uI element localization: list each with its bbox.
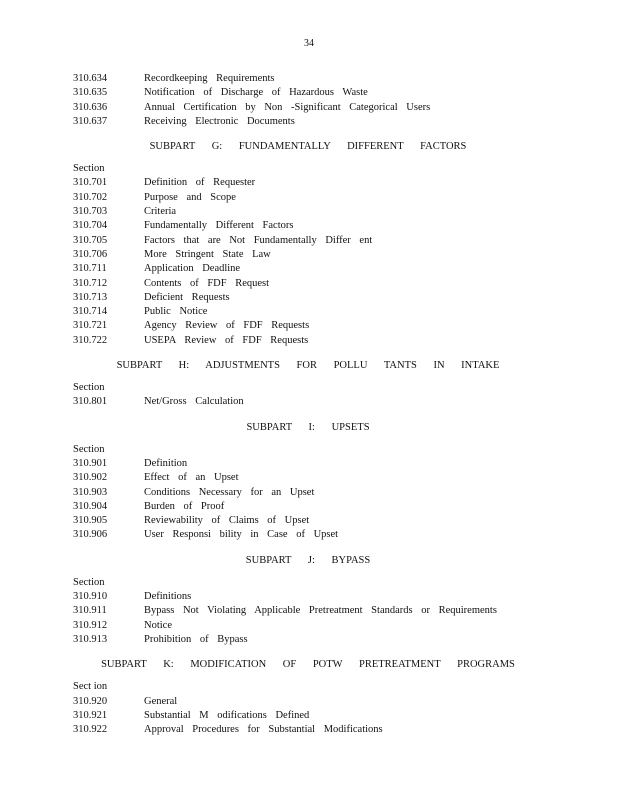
section-number: 310.701 — [73, 177, 108, 189]
section-label: Section — [73, 576, 105, 588]
toc-entry — [73, 471, 553, 485]
toc-entry — [73, 457, 553, 471]
section-number: 310.801 — [73, 396, 108, 408]
toc-entry — [73, 72, 553, 86]
section-title: More Stringent State Law — [144, 248, 271, 260]
section-number: 310.704 — [73, 220, 108, 232]
toc-entry — [73, 709, 553, 723]
section-number: 310.635 — [73, 87, 108, 99]
toc-entry — [73, 191, 553, 205]
toc-entry — [73, 277, 553, 291]
section-number: 310.711 — [73, 263, 107, 275]
section-number: 310.911 — [73, 605, 107, 617]
section-number: 310.901 — [73, 457, 108, 469]
section-title: Reviewability of Claims of Upset — [144, 515, 310, 527]
section-number: 310.706 — [73, 248, 108, 260]
toc-entry — [73, 291, 553, 305]
section-title: Factors that are Not Fundamentally Differ ent — [144, 234, 373, 246]
section-title: Contents of FDF Request — [144, 277, 270, 289]
section-number: 310.921 — [73, 709, 108, 721]
toc-entry — [73, 305, 553, 319]
section-number: 310.634 — [73, 73, 108, 84]
section-number: 310.913 — [73, 633, 108, 645]
section-number: 310.705 — [73, 234, 108, 246]
section-number: 310.714 — [73, 306, 108, 318]
section-number: 310.702 — [73, 191, 108, 203]
section-label: Sect ion — [73, 681, 108, 693]
subpart-heading: SUBPART G: FUNDAMENTALLY DIFFERENT FACTORS — [149, 141, 467, 153]
subpart-group — [73, 552, 553, 647]
toc-entry — [73, 205, 553, 219]
section-title: Purpose and Scope — [144, 191, 236, 203]
subpart-group — [73, 138, 553, 348]
toc-entry — [73, 334, 553, 348]
section-label: Section — [73, 163, 105, 175]
section-title: Fundamentally Different Factors — [144, 220, 294, 232]
toc-entry — [73, 115, 553, 129]
section-title: Notification of Discharge of Hazardous Waste — [144, 87, 368, 99]
section-label: Section — [73, 382, 105, 394]
section-number: 310.904 — [73, 500, 108, 512]
table-of-contents — [73, 72, 553, 737]
section-number: 310.902 — [73, 472, 108, 484]
subpart-heading: SUBPART I: UPSETS — [246, 421, 370, 433]
toc-entry — [73, 248, 553, 262]
toc-entry — [73, 176, 553, 190]
section-number: 310.722 — [73, 334, 108, 346]
section-title: Substantial M odifications Defined — [144, 709, 310, 721]
subpart-heading: SUBPART K: MODIFICATION OF POTW PRETREATMENT PROGRAMS — [101, 659, 515, 671]
toc-entry — [73, 633, 553, 647]
section-number: 310.912 — [73, 619, 108, 631]
toc-entry — [73, 234, 553, 248]
section-title: Bypass Not Violating Applicable Pretreatment Standards or Requirements — [144, 605, 497, 617]
subpart-group — [73, 656, 553, 737]
section-number: 310.905 — [73, 515, 108, 527]
toc-entry — [73, 395, 553, 409]
toc-entry — [73, 486, 553, 500]
section-number: 310.920 — [73, 695, 108, 707]
section-title: Public Notice — [144, 306, 208, 318]
page-number: 34 — [304, 37, 314, 49]
subpart-heading: SUBPART H: ADJUSTMENTS FOR POLLU TANTS IN INTAKE — [116, 360, 500, 372]
section-number: 310.906 — [73, 529, 108, 541]
section-label: Section — [73, 443, 105, 455]
toc-entry — [73, 262, 553, 276]
section-title: Definition of Requester — [144, 177, 256, 189]
section-title: Agency Review of FDF Requests — [144, 320, 310, 332]
subpart-group — [73, 72, 553, 129]
section-title: Application Deadline — [144, 263, 241, 275]
section-title: Effect of an Upset — [144, 472, 239, 484]
section-title: Deficient Requests — [144, 291, 230, 303]
section-number: 310.637 — [73, 115, 108, 127]
toc-entry — [73, 101, 553, 115]
section-title: Annual Certification by Non -Significant Categorical Users — [144, 101, 431, 113]
section-number: 310.910 — [73, 591, 108, 603]
toc-entry — [73, 695, 553, 709]
section-title: Criteria — [144, 206, 177, 218]
section-title: General — [144, 695, 178, 707]
section-title: Prohibition of Bypass — [144, 633, 248, 645]
toc-entry — [73, 514, 553, 528]
section-title: Conditions Necessary for an Upset — [144, 486, 315, 498]
section-number: 310.636 — [73, 101, 108, 113]
section-title: Definitions — [144, 591, 192, 603]
subpart-heading: SUBPART J: BYPASS — [245, 554, 371, 566]
section-title: USEPA Review of FDF Requests — [144, 334, 309, 346]
section-number: 310.713 — [73, 291, 108, 303]
section-number: 310.903 — [73, 486, 108, 498]
section-title: Burden of Proof — [144, 500, 225, 512]
section-number: 310.712 — [73, 277, 108, 289]
toc-entry — [73, 723, 553, 737]
section-title: Approval Procedures for Substantial Modifications — [144, 724, 383, 736]
section-number: 310.922 — [73, 724, 108, 736]
toc-entry — [73, 528, 553, 542]
toc-entry — [73, 500, 553, 514]
subpart-group — [73, 357, 553, 410]
toc-entry — [73, 86, 553, 100]
section-title: Receiving Electronic Documents — [144, 115, 295, 127]
section-title: User Responsi bility in Case of Upset — [144, 529, 339, 541]
toc-entry — [73, 604, 553, 618]
section-title: Definition — [144, 457, 188, 469]
toc-entry — [73, 319, 553, 333]
section-title: Recordkeeping Requirements — [144, 73, 275, 84]
subpart-group — [73, 419, 553, 543]
section-number: 310.721 — [73, 320, 108, 332]
section-title: Notice — [144, 619, 172, 631]
section-title: Net/Gross Calculation — [144, 396, 244, 408]
toc-entry — [73, 219, 553, 233]
toc-entry — [73, 619, 553, 633]
toc-entry — [73, 590, 553, 604]
section-number: 310.703 — [73, 206, 108, 218]
